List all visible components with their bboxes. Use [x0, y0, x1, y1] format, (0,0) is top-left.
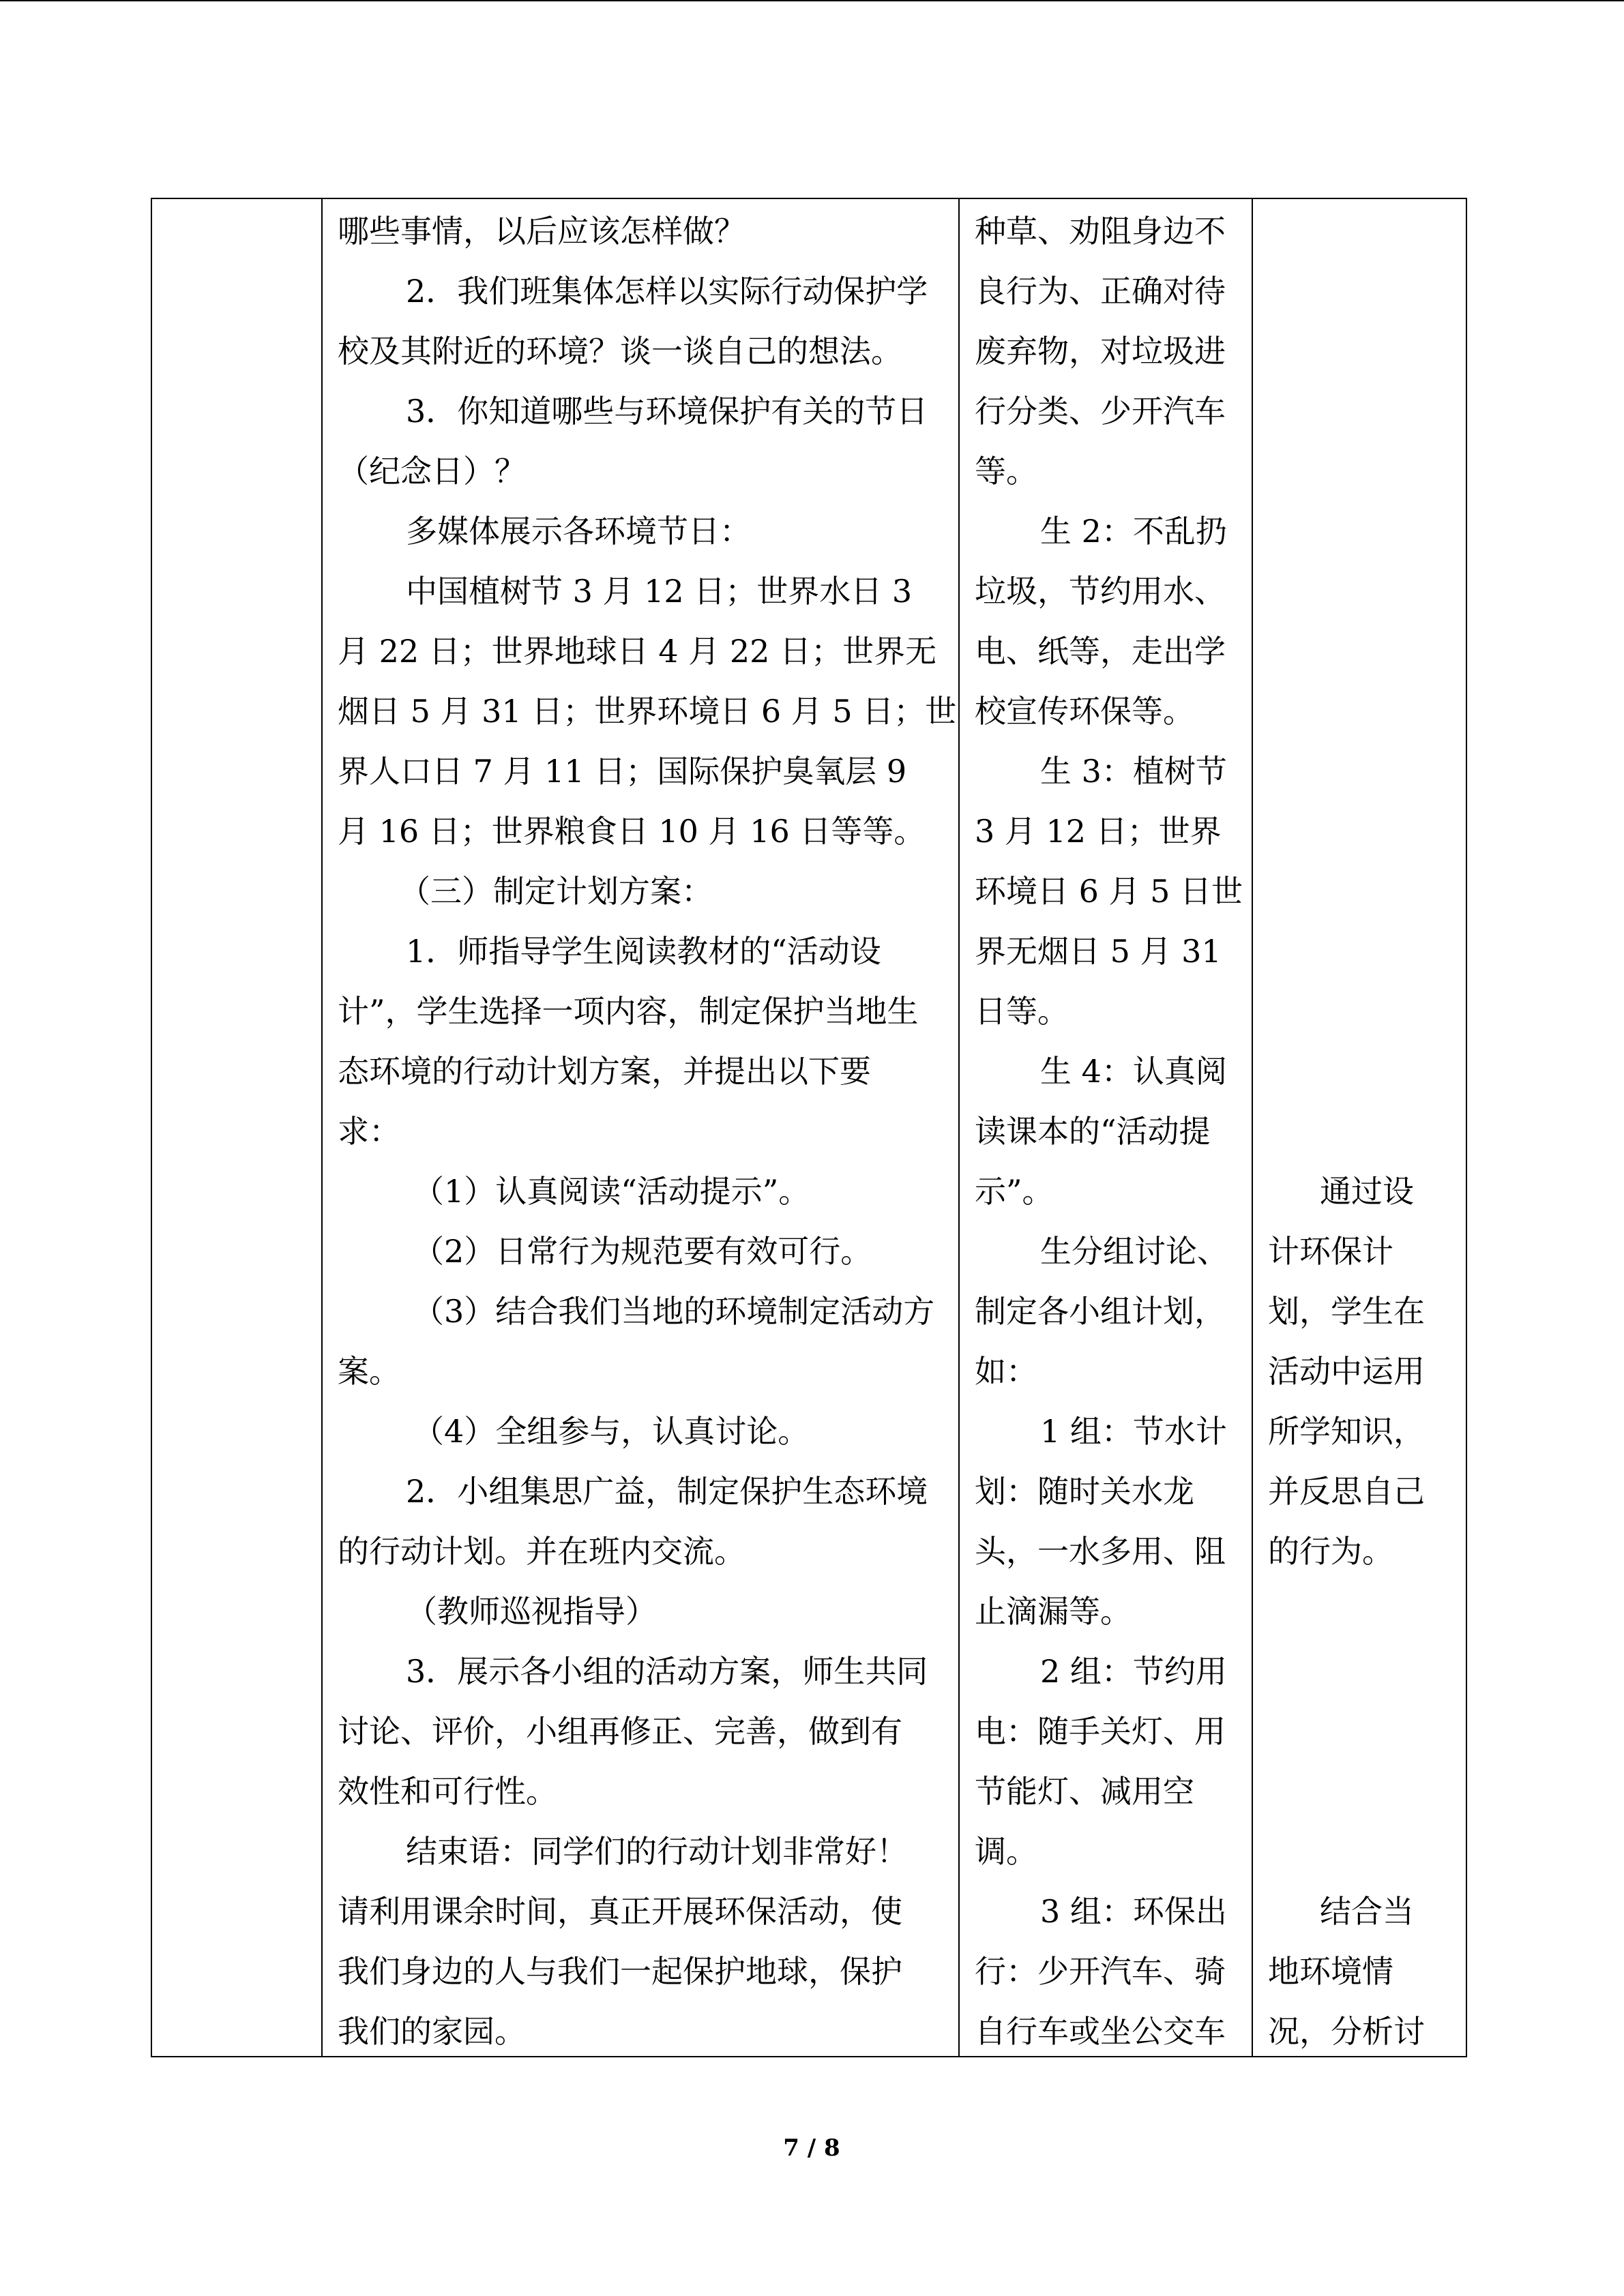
- teacher-activity-line: 月 22 日；世界地球日 4 月 22 日；世界无: [338, 633, 937, 670]
- student-activity-line: 节能灯、减用空: [975, 1773, 1194, 1810]
- student-activity-line: 3 组：环保出: [1040, 1893, 1227, 1930]
- student-activity-line: 头，一水多用、阻: [975, 1533, 1226, 1570]
- teacher-activity-line: 2．我们班集体怎样以实际行动保护学: [406, 273, 928, 310]
- student-activity-line: 生 4：认真阅: [1040, 1053, 1227, 1090]
- teacher-activity-line: （4）全组参与，认真讨论。: [413, 1413, 810, 1450]
- page-number: 7 / 8: [783, 2134, 840, 2162]
- design-intent-line: 所学知识，: [1268, 1413, 1425, 1450]
- student-activity-line: 垃圾，节约用水、: [975, 573, 1226, 610]
- student-activity-line: 生 3：植树节: [1040, 753, 1227, 790]
- student-activity-line: 生 2：不乱扔: [1040, 513, 1227, 550]
- teacher-activity-cell: [323, 199, 958, 2056]
- design-intent-line: 的行为。: [1268, 1533, 1393, 1570]
- student-activity-line: 废弃物，对垃圾进: [975, 333, 1226, 370]
- teacher-activity-line: 哪些事情，以后应该怎样做？: [338, 213, 745, 250]
- teacher-activity-line: 3．你知道哪些与环境保护有关的节日: [406, 393, 928, 430]
- student-activity-line: 电、纸等，走出学: [975, 633, 1226, 670]
- design-intent-line: 计环保计: [1268, 1233, 1393, 1270]
- student-activity-line: 界无烟日 5 月 31: [975, 933, 1222, 970]
- student-activity-line: 种草、劝阻身边不: [975, 213, 1226, 250]
- teacher-activity-line: （纪念日）？: [338, 453, 526, 490]
- student-activity-line: 3 月 12 日；世界: [975, 813, 1222, 850]
- student-activity-line: 良行为、正确对待: [975, 273, 1226, 310]
- teacher-activity-line: 案。: [338, 1353, 400, 1390]
- design-intent-line: 结合当: [1320, 1893, 1414, 1930]
- empty-first-column-cell: [152, 199, 321, 2056]
- teacher-activity-line: 态环境的行动计划方案，并提出以下要: [338, 1053, 871, 1090]
- teacher-activity-line: 的行动计划。并在班内交流。: [338, 1533, 745, 1570]
- teacher-activity-line: 多媒体展示各环境节日：: [406, 513, 751, 550]
- lesson-plan-table: [151, 198, 1467, 2057]
- student-activity-line: 调。: [975, 1833, 1037, 1870]
- design-intent-line: 并反思自己: [1268, 1473, 1425, 1510]
- design-intent-line: 地环境情: [1268, 1953, 1393, 1990]
- teacher-activity-line: 求：: [338, 1113, 400, 1150]
- teacher-activity-line: （教师巡视指导）: [406, 1593, 657, 1630]
- teacher-activity-line: 我们的家园。: [338, 2013, 526, 2050]
- teacher-activity-line: 界人口日 7 月 11 日；国际保护臭氧层 9: [338, 753, 907, 790]
- student-activity-line: 自行车或坐公交车: [975, 2013, 1226, 2050]
- teacher-activity-line: 烟日 5 月 31 日；世界环境日 6 月 5 日；世: [338, 693, 957, 730]
- student-activity-line: 示”。: [975, 1173, 1054, 1210]
- design-intent-line: 活动中运用: [1268, 1353, 1425, 1390]
- teacher-activity-line: 1．师指导学生阅读教材的“活动设: [406, 933, 881, 970]
- student-activity-line: 行：少开汽车、骑: [975, 1953, 1226, 1990]
- student-activity-line: 1 组：节水计: [1040, 1413, 1227, 1450]
- teacher-activity-line: 月 16 日；世界粮食日 10 月 16 日等等。: [338, 813, 926, 850]
- teacher-activity-line: （2）日常行为规范要有效可行。: [413, 1233, 872, 1270]
- design-intent-line: 划，学生在: [1268, 1293, 1425, 1330]
- top-rule: [0, 0, 1624, 1]
- student-activity-line: 日等。: [975, 993, 1069, 1030]
- design-intent-line: 况，分析讨: [1268, 2013, 1425, 2050]
- student-activity-cell: [960, 199, 1252, 2056]
- teacher-activity-line: 2．小组集思广益，制定保护生态环境: [406, 1473, 928, 1510]
- teacher-activity-line: 校及其附近的环境？谈一谈自己的想法。: [338, 333, 902, 370]
- student-activity-line: 如：: [975, 1353, 1037, 1390]
- teacher-activity-line: （1）认真阅读“活动提示”。: [413, 1173, 810, 1210]
- student-activity-line: 划：随时关水龙: [975, 1473, 1194, 1510]
- teacher-activity-line: （三）制定计划方案：: [399, 873, 713, 910]
- teacher-activity-line: 请利用课余时间，真正开展环保活动，使: [338, 1893, 902, 1930]
- teacher-activity-line: 计”，学生选择一项内容，制定保护当地生: [338, 993, 919, 1030]
- student-activity-line: 2 组：节约用: [1040, 1653, 1227, 1690]
- design-intent-line: 通过设: [1320, 1173, 1414, 1210]
- student-activity-line: 读课本的“活动提: [975, 1113, 1211, 1150]
- student-activity-line: 环境日 6 月 5 日世: [975, 873, 1243, 910]
- student-activity-line: 行分类、少开汽车: [975, 393, 1226, 430]
- teacher-activity-line: 我们身边的人与我们一起保护地球，保护: [338, 1953, 902, 1990]
- student-activity-line: 等。: [975, 453, 1037, 490]
- student-activity-line: 制定各小组计划，: [975, 1293, 1226, 1330]
- teacher-activity-line: 中国植树节 3 月 12 日；世界水日 3: [406, 573, 913, 610]
- design-intent-cell: [1253, 199, 1467, 2056]
- student-activity-line: 生分组讨论、: [1040, 1233, 1228, 1270]
- teacher-activity-line: 讨论、评价，小组再修正、完善，做到有: [338, 1713, 902, 1750]
- student-activity-line: 校宣传环保等。: [975, 693, 1194, 730]
- student-activity-line: 电：随手关灯、用: [975, 1713, 1226, 1750]
- teacher-activity-line: 结束语：同学们的行动计划非常好！: [406, 1833, 908, 1870]
- teacher-activity-line: 3．展示各小组的活动方案，师生共同: [406, 1653, 928, 1690]
- teacher-activity-line: 效性和可行性。: [338, 1773, 557, 1810]
- student-activity-line: 止滴漏等。: [975, 1593, 1132, 1630]
- teacher-activity-line: （3）结合我们当地的环境制定活动方: [413, 1293, 935, 1330]
